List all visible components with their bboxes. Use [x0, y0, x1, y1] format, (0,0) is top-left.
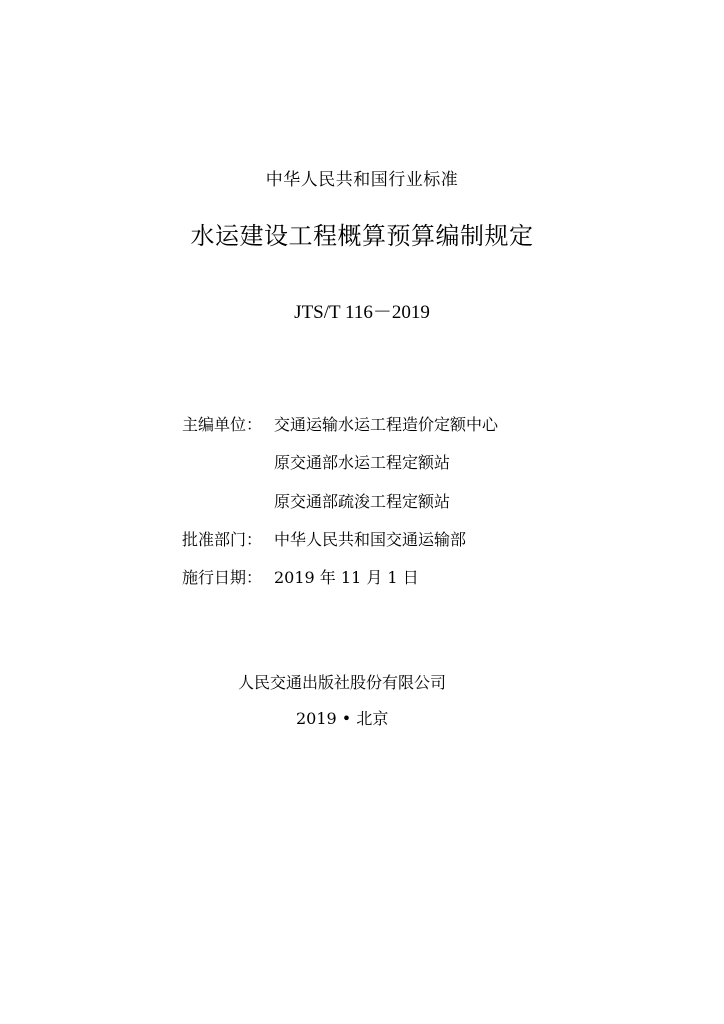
- approver-row: [182, 532, 466, 548]
- standard-code: JTS/T 116－2019: [294, 302, 430, 323]
- effective-row: [182, 570, 419, 586]
- editor-1: 交通运输水运工程造价定额中心: [274, 415, 499, 434]
- editor-label: 主编单位：: [182, 415, 263, 434]
- editor-row: [182, 417, 498, 433]
- editor-2: 原交通部水运工程定额站: [274, 453, 451, 472]
- approver-label: 批准部门：: [182, 530, 263, 549]
- publisher: 人民交通出版社股份有限公司: [238, 673, 447, 692]
- standard-category: 中华人民共和国行业标准: [265, 170, 459, 190]
- approver-value: 中华人民共和国交通运输部: [274, 530, 467, 549]
- editor-3: 原交通部疏浚工程定额站: [274, 492, 451, 511]
- publication-year-city: 2019 • 北京: [296, 709, 389, 728]
- effective-label: 施行日期：: [182, 568, 263, 587]
- document-title: 水运建设工程概算预算编制规定: [190, 222, 534, 250]
- effective-date: 2019 年 11 月 1 日: [274, 568, 419, 587]
